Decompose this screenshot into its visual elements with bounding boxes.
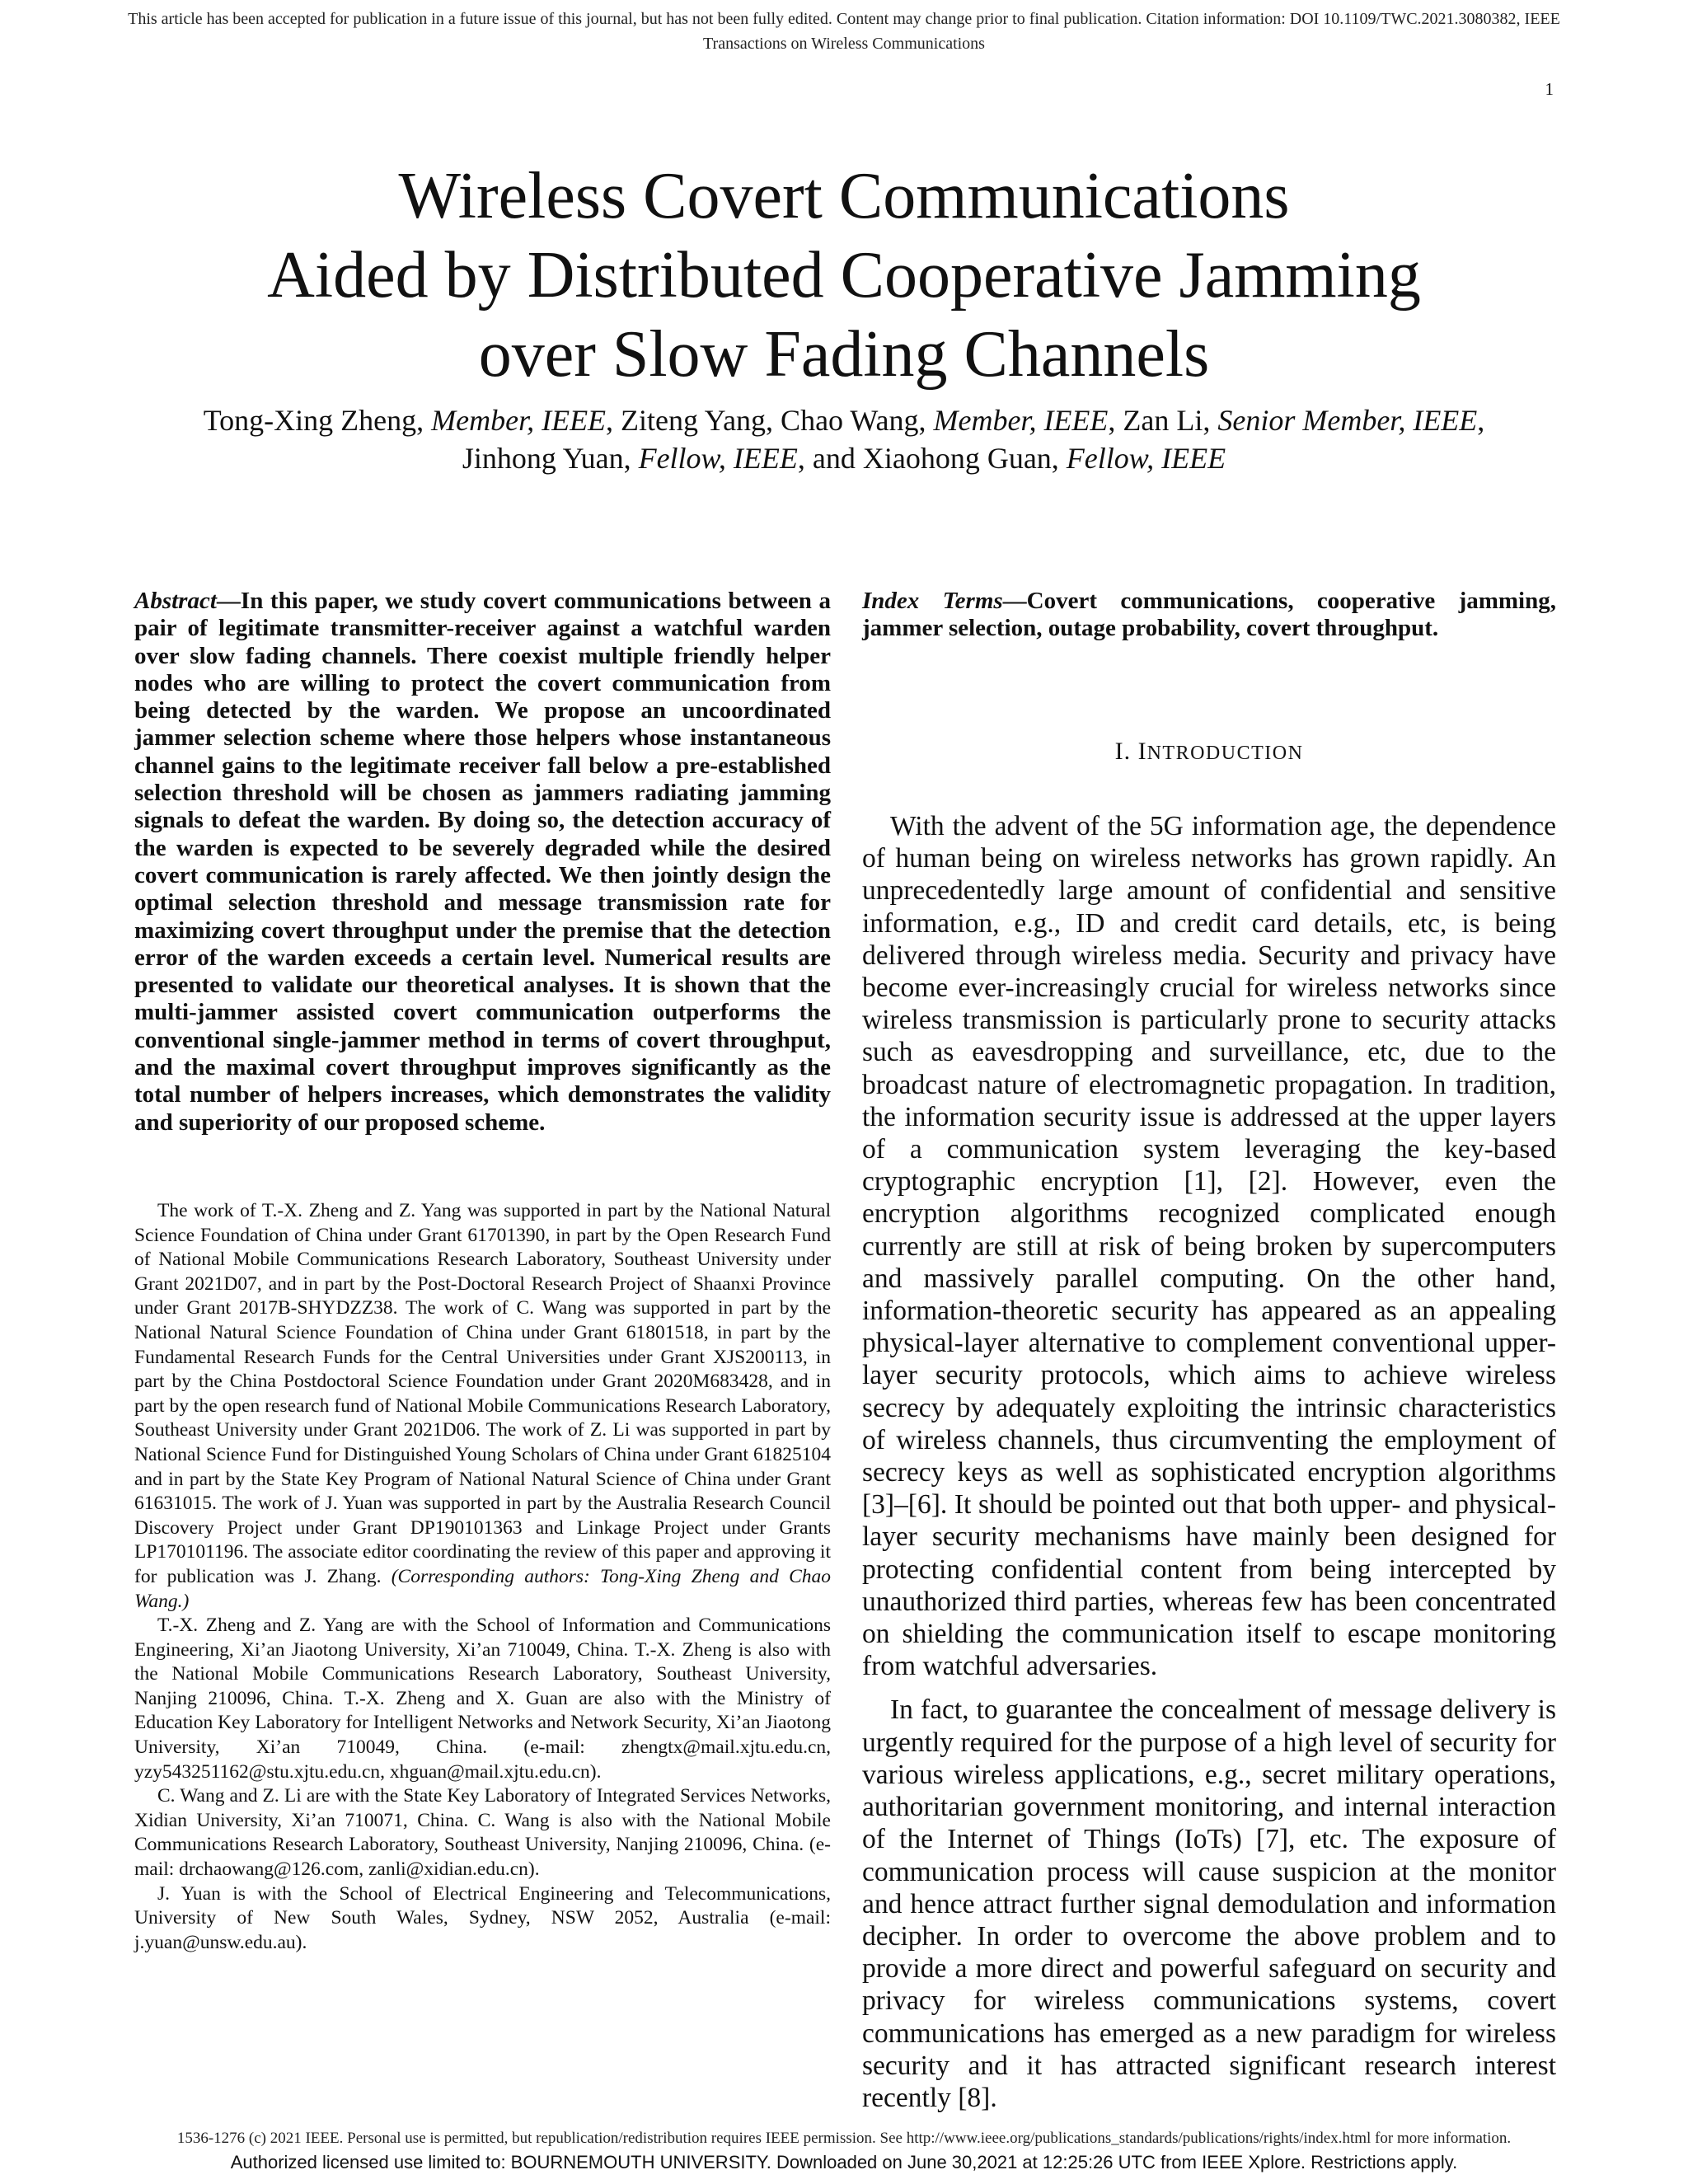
funding-text: The work of T.-X. Zheng and Z. Yang was supported in part by the National Natural Science Foundation of China under Grant 61701390, in part by the Open Research Fund of National Mobile Communications Research Laboratory, Southeast University under Grant 2021D07, and in part by the Post-Doctoral Research Project of Shaanxi Province under Grant 2017B-SHYDZZ38. The work of C. Wang was supported in part by the National Natural Science Foundation of China under Grant 61801518, in part by the Fundamental Research Funds for the Central Universities under Grant XJS200113, in part by the China Postdoctoral Science Foundation under Grant 2020M683428, and in part by the open research fund of National Mobile Communications Research Laboratory, Southeast University under Grant 2021D06. The work of Z. Li was supported in part by National Science Fund for Distinguished Young Scholars of China under Grant 61825104 and in part by the State Key Program of National Natural Science of China under Grant 61631015. The work of J. Yuan was supported in part by the Australia Research Council Discovery Project under Grant DP190101363 and Linkage Project under Grants LP170101196. The associate editor coordinating the review of this paper and approving it for publication was J. Zhang. (134, 1200, 831, 1587)
section-heading-introduction (862, 738, 1556, 766)
index-terms-text: Covert communications, cooperative jamming, jammer selection, outage probability, covert throughput. (862, 588, 1556, 642)
author-separator: , (1477, 404, 1485, 437)
title-line-1: Wireless Covert Communications (398, 160, 1290, 232)
affiliation-footnote-1: T.-X. Zheng and Z. Yang are with the School of Information and Communications Engineering, Xi’an Jiaotong University, Xi’an 710049, China. T.-X. Zheng is also with the National Mobile Communications Research Laboratory, Southeast University, Nanjing 210096, China. T.-X. Zheng and X. Guan are also with the Ministry of Education Key Laboratory for Intelligent Networks and Network Security, Xi’an Jiaotong University, Xi’an 710049, China. (e-mail: zhengtx@mail.xjtu.edu.cn, yzy543251162@stu.xjtu.edu.cn, xhguan@mail.xjtu.edu.cn). (134, 1615, 831, 1783)
journal-notice-line1: This article has been accepted for publication in a future issue of this journal, but has not been fully edited. Content may change prior to final publication. Citation information: DOI 10.1109/TWC.2021.3080382, IEEE (128, 10, 1560, 28)
funding-footnote (134, 1199, 831, 1614)
introduction-body (862, 810, 1556, 2114)
author-name: , and Xiaohong Guan, (797, 442, 1059, 475)
author-name: , Zan Li, (1108, 404, 1211, 437)
introduction-paragraph-1: With the advent of the 5G information age, the dependence of human being on wireless networks has grown rapidly. An unprecedentedly large amount of confidential and sensitive information, e.g., ID and credit card details, etc, is being delivered through wireless media. Security and privacy have become ever-increasingly crucial for wireless networks since wireless transmission is particularly prone to security attacks such as eavesdropping and surveillance, etc, due to the broadcast nature of electromagnetic propagation. In tradition, the information security issue is addressed at the upper layers of a communication system leveraging the key-based cryptographic encryption [1], [2]. However, even the encryption algorithms recognized complicated enough currently are still at risk of being broken by supercomputers and massively parallel computing. On the other hand, information-theoretic security has appeared as an appealing physical-layer alternative to complement conventional upper-layer security protocols, which aims to achieve wireless secrecy by adequately exploiting the intrinsic characteristics of wireless channels, thus circumventing the employment of secrecy keys as well as sophisticated encryption algorithms [3]–[6]. It should be pointed out that both upper- and physical-layer security mechanisms have mainly been designed for protecting confidential content from being intercepted by unauthorized third parties, whereas few has been concentrated on shielding the communication itself to escape monitoring from watchful adversaries. (862, 811, 1556, 1682)
index-terms (862, 588, 1556, 643)
index-terms-label: Index Terms (862, 588, 1003, 614)
section-title-rest: NTRODUCTION (1146, 743, 1304, 764)
title-line-3: over Slow Fading Channels (478, 318, 1210, 391)
author-name: Tong-Xing Zheng, (203, 404, 424, 437)
footnotes (134, 1199, 831, 1955)
page-number: 1 (1545, 79, 1554, 99)
author-membership: Member, IEEE (933, 404, 1109, 437)
section-numeral: I. (1114, 738, 1132, 765)
journal-notice-line2: Transactions on Wireless Communications (703, 35, 985, 53)
journal-notice (41, 7, 1647, 56)
author-list (0, 401, 1688, 477)
corresponding-authors: (Corresponding authors: Tong-Xing Zheng and Chao Wang.) (134, 1565, 832, 1612)
abstract-label: Abstract (134, 588, 217, 614)
index-terms-dash: — (1002, 588, 1027, 614)
title-line-2: Aided by Distributed Cooperative Jamming (267, 239, 1421, 312)
author-membership: Fellow, IEEE (1066, 442, 1226, 475)
paper-title (0, 157, 1688, 394)
license-notice: Authorized licensed use limited to: BOURNEMOUTH UNIVERSITY. Downloaded on June 30,2021 at 12:25:26 UTC from IEEE Xplore. Restrictions apply. (230, 2152, 1458, 2172)
author-name: , Ziteng Yang, Chao Wang, (606, 404, 926, 437)
introduction-paragraph-2: In fact, to guarantee the concealment of message delivery is urgently required for the purpose of a high level of security for various wireless applications, e.g., secret military operations, authoritarian government monitoring, and internal interaction of the Internet of Things (IoTs) [7], etc. The exposure of communication process will cause suspicion at the monitor and hence attract further signal demodulation and information decipher. In order to overcome the above problem and to provide a more direct and powerful safeguard on security and privacy for wireless communications systems, covert communications has emerged as a new paradigm for wireless security and it has attracted significant research interest recently [8]. (862, 1694, 1556, 2113)
section-title-initial: I (1137, 738, 1147, 765)
copyright-notice: 1536-1276 (c) 2021 IEEE. Personal use is permitted, but republication/redistribution requires IEEE permission. See http://www.ieee.org/publications_standards/publications/rights/index.html for more information. (176, 2130, 1512, 2147)
author-membership: Senior Member, IEEE (1217, 404, 1478, 437)
author-name: Jinhong Yuan, (462, 442, 631, 475)
author-membership: Member, IEEE (431, 404, 607, 437)
abstract (134, 588, 831, 1137)
affiliation-footnote-2: C. Wang and Z. Li are with the State Key Laboratory of Integrated Services Networks, Xidian University, Xi’an 710071, China. C. Wang is also with the National Mobile Communications Research Laboratory, Southeast University, Nanjing 210096, China. (e-mail: drchaowang@126.com, zanli@xidian.edu.cn). (134, 1785, 831, 1881)
abstract-text: In this paper, we study covert communications between a pair of legitimate transmitter-receiver against a watchful warden over slow fading channels. There coexist multiple friendly helper nodes who are willing to protect the covert communication from being detected by the warden. We propose an uncoordinated jammer selection scheme where those helpers whose instantaneous channel gains to the legitimate receiver fall below a pre-established selection threshold will be chosen as jammers radiating jamming signals to defeat the warden. By doing so, the detection accuracy of the warden is expected to be severely degraded while the desired covert communication is rarely affected. We then jointly design the optimal selection threshold and message transmission rate for maximizing covert throughput under the premise that the detection error of the warden exceeds a certain level. Numerical results are presented to validate our theoretical analyses. It is shown that the multi-jammer assisted covert communication outperforms the conventional single-jammer method in terms of covert throughput, and the maximal covert throughput improves significantly as the total number of helpers increases, which demonstrates the validity and superiority of our proposed scheme. (134, 588, 831, 1136)
abstract-dash: — (216, 588, 241, 614)
author-membership: Fellow, IEEE (638, 442, 798, 475)
affiliation-footnote-3: J. Yuan is with the School of Electrical Engineering and Telecommunications, University of New South Wales, Sydney, NSW 2052, Australia (e-mail: j.yuan@unsw.edu.au). (134, 1882, 831, 1953)
author-line-1 (0, 401, 1688, 439)
author-line-2 (0, 439, 1688, 477)
